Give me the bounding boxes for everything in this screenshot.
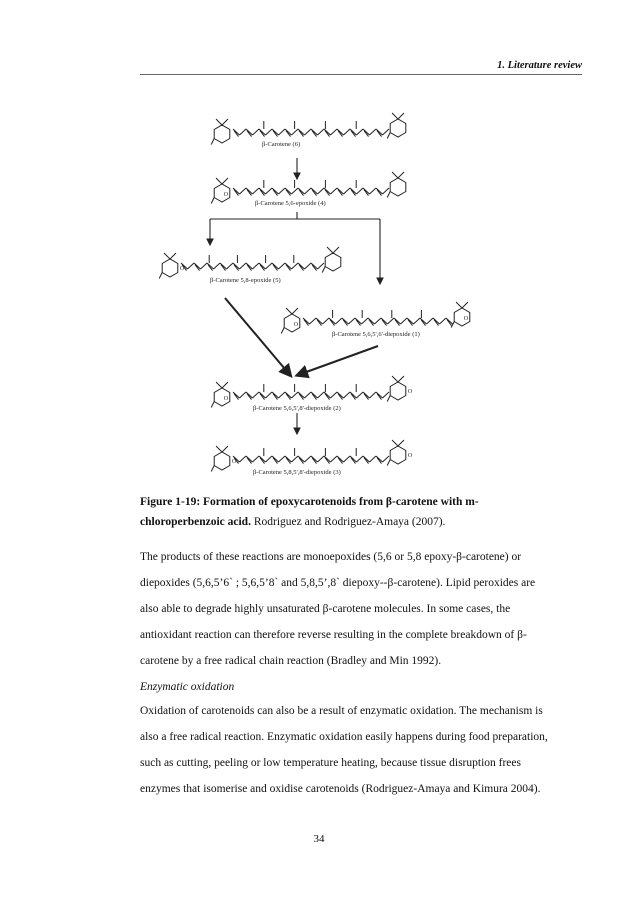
- molecule-5-8-5p-8p-diepoxide-polyene-chain: [318, 456, 325, 462]
- methyl-line: [392, 440, 398, 446]
- molecule-5-6-5p-8p-diepoxide-polyene-chain: [331, 392, 338, 398]
- methyl-line: [392, 172, 398, 178]
- molecule-5-8-epoxide-left-ring: [162, 259, 178, 277]
- molecule-5-8-epoxide-polyene-chain: [188, 263, 195, 269]
- label-beta-carotene-5: β-Carotene 5,8-epoxide (5): [210, 277, 281, 284]
- methyl-line: [216, 119, 222, 125]
- molecule-5-8-epoxide-polyene-chain: [318, 263, 325, 269]
- molecule-5-6-5p-8p-diepoxide-polyene-chain: [383, 392, 390, 398]
- caption-bold-line1: Figure 1-19: Formation of epoxycarotenoids from β-carotene with m-: [140, 496, 479, 508]
- paragraph-line: such as cutting, peeling or low temperature heating, because tissue disruption frees: [140, 757, 521, 769]
- molecule-5-8-5p-8p-diepoxide-polyene-chain: [253, 456, 260, 462]
- paragraph-line: carotene by a free radical chain reaction (Bradley and Min 1992).: [140, 655, 442, 667]
- molecule-5-6-5p-6p-diepoxide-polyene-chain: [401, 318, 408, 324]
- molecule-beta-carotene-left-ring: [214, 125, 230, 143]
- molecule-5-6-5p-6p-diepoxide-polyene-chain: [414, 318, 421, 324]
- molecule-5-8-5p-8p-diepoxide-polyene-chain: [240, 456, 247, 462]
- molecule-5-6-5p-6p-diepoxide-polyene-chain: [427, 318, 434, 324]
- molecule-5-6-5p-8p-diepoxide-polyene-chain: [266, 392, 273, 398]
- methyl-line: [222, 446, 228, 452]
- molecule-5-8-epoxide-polyene-chain: [227, 263, 234, 269]
- methyl-line: [292, 308, 298, 314]
- methyl-line: [222, 119, 228, 125]
- molecule-5-8-epoxide-polyene-chain: [266, 263, 273, 269]
- methyl-line: [216, 446, 222, 452]
- epoxide-oxygen-label: O: [463, 316, 469, 322]
- molecule-5-6-5p-8p-diepoxide-polyene-chain: [253, 392, 260, 398]
- methyl-line: [398, 440, 404, 446]
- molecule-5-8-5p-8p-diepoxide-polyene-chain: [357, 456, 364, 462]
- molecule-5-8-5p-8p-diepoxide-polyene-chain: [305, 456, 312, 462]
- molecule-5-6-epoxide-polyene-chain: [266, 188, 273, 194]
- molecule-beta-carotene-polyene-chain: [383, 129, 390, 135]
- methyl-line: [164, 253, 170, 259]
- methyl-line: [170, 253, 176, 259]
- paragraph-line: also a free radical reaction. Enzymatic oxidation easily happens during food preparation,: [140, 731, 548, 743]
- molecule-5-8-5p-8p-diepoxide-polyene-chain: [370, 456, 377, 462]
- epoxide-oxygen-label: O: [223, 396, 229, 402]
- molecule-5-8-epoxide-polyene-chain: [305, 263, 312, 269]
- molecule-5-6-5p-8p-diepoxide-polyene-chain: [318, 392, 325, 398]
- molecule-beta-carotene-right-ring: [390, 119, 406, 137]
- molecule-5-6-5p-8p-diepoxide-polyene-chain: [344, 392, 351, 398]
- molecule-beta-carotene-polyene-chain: [305, 129, 312, 135]
- molecule-5-6-5p-8p-diepoxide-polyene-chain: [370, 392, 377, 398]
- molecule-5-6-5p-6p-diepoxide-polyene-chain: [388, 318, 395, 324]
- molecule-5-6-5p-8p-diepoxide-right-ring: [390, 382, 406, 400]
- molecule-beta-carotene-polyene-chain: [292, 129, 299, 135]
- molecule-beta-carotene-polyene-chain: [370, 129, 377, 135]
- epoxide-oxygen-label: O: [223, 192, 229, 198]
- molecule-5-6-epoxide-polyene-chain: [253, 188, 260, 194]
- page-number: 34: [313, 833, 325, 845]
- paragraph-line: also able to degrade highly unsaturated β-carotene molecules. In some cases, the: [140, 603, 511, 615]
- methyl-line: [216, 178, 222, 184]
- methyl-line: [333, 247, 339, 253]
- molecule-5-6-epoxide-polyene-chain: [370, 188, 377, 194]
- molecule-5-6-epoxide-polyene-chain: [357, 188, 364, 194]
- molecule-5-8-epoxide-polyene-chain: [279, 263, 286, 269]
- methyl-line: [398, 172, 404, 178]
- methyl-line: [281, 328, 284, 334]
- molecule-5-6-5p-6p-diepoxide-polyene-chain: [375, 318, 382, 324]
- caption-citation: Rodriguez and Rodriguez-Amaya (2007).: [250, 516, 446, 528]
- methyl-line: [387, 460, 390, 466]
- methyl-line: [387, 133, 390, 139]
- arrow-1-to-2: [298, 346, 378, 375]
- arrow-5-to-2: [225, 298, 290, 375]
- methyl-line: [211, 139, 214, 145]
- label-beta-carotene-4: β-Carotene 5,6-epoxide (4): [255, 200, 326, 207]
- molecule-5-6-5p-8p-diepoxide-polyene-chain: [292, 392, 299, 398]
- furanoid-oxygen-label: O: [231, 459, 237, 465]
- methyl-line: [387, 396, 390, 402]
- reaction-scheme-figure: [140, 88, 582, 488]
- methyl-line: [398, 113, 404, 119]
- molecule-5-8-5p-8p-diepoxide-left-ring: [214, 452, 230, 470]
- furanoid-oxygen-label: O: [179, 266, 185, 272]
- molecule-5-6-epoxide-polyene-chain: [292, 188, 299, 194]
- methyl-line: [327, 247, 333, 253]
- methyl-line: [462, 302, 468, 308]
- molecule-beta-carotene-polyene-chain: [331, 129, 338, 135]
- methyl-line: [387, 192, 390, 198]
- header-rule: [140, 74, 582, 75]
- methyl-line: [222, 178, 228, 184]
- paragraph-line: antioxidant reaction can therefore reverse resulting in the complete breakdown of β-: [140, 629, 527, 641]
- molecule-5-8-5p-8p-diepoxide-right-ring: [390, 446, 406, 464]
- methyl-line: [456, 302, 462, 308]
- molecule-5-6-5p-8p-diepoxide-polyene-chain: [279, 392, 286, 398]
- molecule-beta-carotene-polyene-chain: [266, 129, 273, 135]
- molecule-beta-carotene-polyene-chain: [344, 129, 351, 135]
- molecule-beta-carotene-polyene-chain: [357, 129, 364, 135]
- molecule-5-8-epoxide-polyene-chain: [240, 263, 247, 269]
- molecule-5-6-5p-6p-diepoxide-polyene-chain: [336, 318, 343, 324]
- molecule-5-8-5p-8p-diepoxide-polyene-chain: [266, 456, 273, 462]
- molecule-5-8-epoxide-polyene-chain: [201, 263, 208, 269]
- paragraph-line: The products of these reactions are monoepoxides (5,6 or 5,8 epoxy-β-carotene) or: [140, 551, 522, 563]
- methyl-line: [159, 273, 162, 279]
- molecule-5-6-5p-6p-diepoxide-polyene-chain: [349, 318, 356, 324]
- methyl-line: [392, 113, 398, 119]
- molecule-5-6-5p-6p-diepoxide-polyene-chain: [440, 318, 447, 324]
- label-beta-carotene-2: β-Carotene 5,6,5',8'-diepoxide (2): [253, 405, 341, 412]
- label-beta-carotene-6: β-Carotene (6): [262, 141, 301, 148]
- molecule-5-8-epoxide-polyene-chain: [214, 263, 221, 269]
- methyl-line: [216, 382, 222, 388]
- molecule-5-6-epoxide-polyene-chain: [331, 188, 338, 194]
- paragraph-line: diepoxides (5,6,5’6` ; 5,6,5’8` and 5,8,5’,8` diepoxy--β-carotene). Lipid peroxides are: [140, 577, 536, 589]
- methyl-line: [392, 376, 398, 382]
- molecule-5-8-5p-8p-diepoxide-polyene-chain: [292, 456, 299, 462]
- methyl-line: [222, 382, 228, 388]
- furanoid-oxygen-label: O: [407, 389, 413, 395]
- molecule-5-8-5p-8p-diepoxide-polyene-chain: [279, 456, 286, 462]
- molecule-5-6-5p-8p-diepoxide-polyene-chain: [305, 392, 312, 398]
- methyl-line: [398, 376, 404, 382]
- molecule-5-6-epoxide-polyene-chain: [305, 188, 312, 194]
- molecule-5-6-epoxide-polyene-chain: [318, 188, 325, 194]
- methyl-line: [211, 402, 214, 408]
- caption-bold-line2: chloroperbenzoic acid.: [140, 516, 251, 528]
- figure-caption: [140, 492, 582, 532]
- molecule-5-6-epoxide-polyene-chain: [383, 188, 390, 194]
- molecule-beta-carotene-polyene-chain: [240, 129, 247, 135]
- molecule-5-6-epoxide-right-ring: [390, 178, 406, 196]
- methyl-line: [211, 198, 214, 204]
- molecule-5-8-5p-8p-diepoxide-polyene-chain: [344, 456, 351, 462]
- methyl-line: [286, 308, 292, 314]
- molecule-5-8-epoxide-polyene-chain: [253, 263, 260, 269]
- furanoid-oxygen-label: O: [407, 453, 413, 459]
- molecule-5-8-5p-8p-diepoxide-polyene-chain: [331, 456, 338, 462]
- molecule-5-6-epoxide-polyene-chain: [344, 188, 351, 194]
- molecule-beta-carotene-polyene-chain: [318, 129, 325, 135]
- molecule-5-6-5p-6p-diepoxide-polyene-chain: [310, 318, 317, 324]
- molecule-5-6-5p-8p-diepoxide-polyene-chain: [357, 392, 364, 398]
- molecule-beta-carotene-polyene-chain: [279, 129, 286, 135]
- paragraph-epoxides: [140, 544, 582, 674]
- molecule-5-8-5p-8p-diepoxide-polyene-chain: [383, 456, 390, 462]
- methyl-line: [451, 322, 454, 328]
- paragraph-enzymatic: [140, 698, 582, 802]
- molecule-5-6-5p-6p-diepoxide-polyene-chain: [323, 318, 330, 324]
- molecule-beta-carotene-polyene-chain: [253, 129, 260, 135]
- subheading-enzymatic-oxidation: Enzymatic oxidation: [140, 681, 235, 693]
- epoxide-oxygen-label: O: [293, 322, 299, 328]
- methyl-line: [211, 466, 214, 472]
- label-beta-carotene-3: β-Carotene 5,8,5',8'-diepoxide (3): [253, 469, 341, 476]
- molecule-5-6-5p-6p-diepoxide-polyene-chain: [362, 318, 369, 324]
- molecule-5-8-epoxide-right-ring: [325, 253, 341, 271]
- paragraph-line: enzymes that isomerise and oxidise carotenoids (Rodriguez-Amaya and Kimura 2004).: [140, 783, 541, 795]
- molecule-5-6-epoxide-polyene-chain: [240, 188, 247, 194]
- paragraph-line: Oxidation of carotenoids can also be a result of enzymatic oxidation. The mechanism is: [140, 705, 543, 717]
- label-beta-carotene-1: β-Carotene 5,6,5',6'-diepoxide (1): [332, 331, 420, 338]
- molecule-5-6-5p-8p-diepoxide-polyene-chain: [240, 392, 247, 398]
- molecule-5-8-epoxide-polyene-chain: [292, 263, 299, 269]
- methyl-line: [322, 267, 325, 273]
- molecule-5-6-epoxide-polyene-chain: [279, 188, 286, 194]
- running-header: 1. Literature review: [497, 60, 582, 71]
